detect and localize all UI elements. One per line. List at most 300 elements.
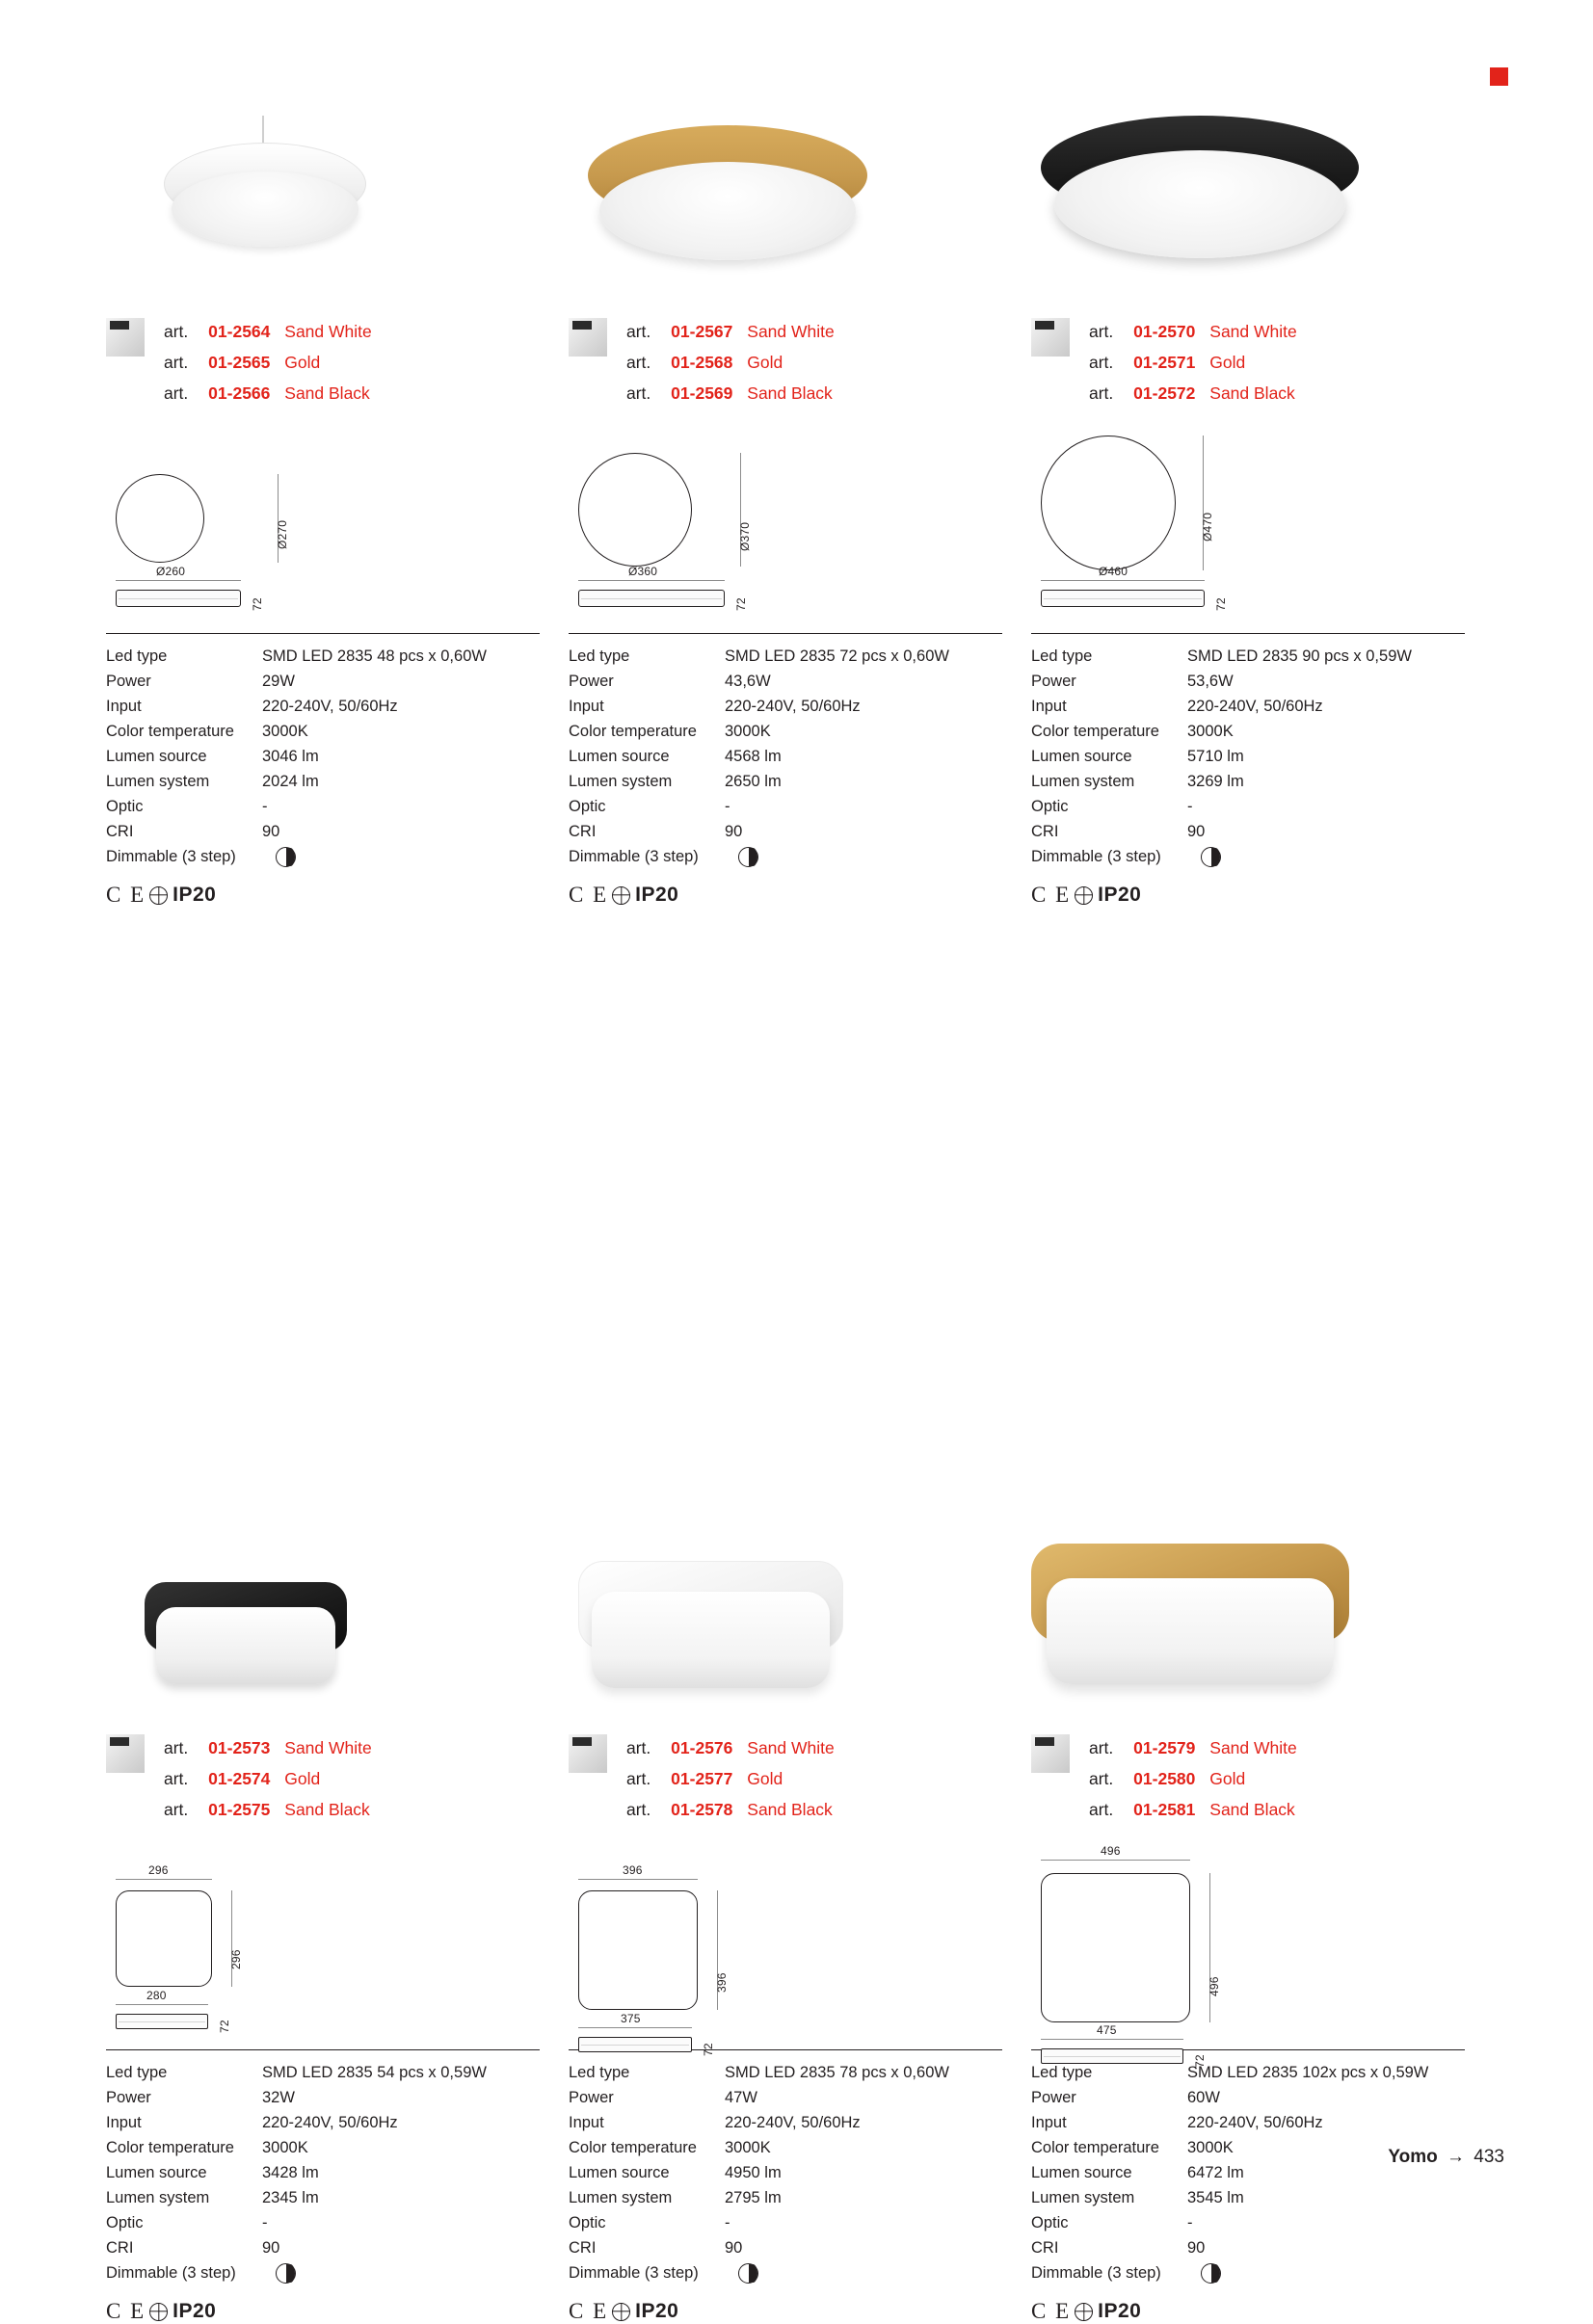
- spec-value: -: [1187, 2214, 1193, 2232]
- product-photo-round-white: [106, 116, 569, 299]
- spec-value: 6472 lm: [1187, 2164, 1244, 2181]
- certification-block: [569, 883, 1002, 908]
- article-label: art.: [164, 322, 189, 341]
- spec-key: Input: [106, 2114, 142, 2131]
- swatch-cap: [110, 321, 129, 330]
- spec-row-cri: [569, 819, 1002, 844]
- spec-row-optic: [569, 2210, 1002, 2235]
- spec-row-input: [1031, 694, 1465, 719]
- article-label: art.: [164, 1769, 189, 1788]
- article-line[interactable]: [1089, 1732, 1297, 1763]
- spec-value: 90: [1187, 2239, 1206, 2257]
- spec-row-power: [1031, 2085, 1465, 2110]
- spec-value: -: [262, 2214, 268, 2232]
- dim-height: 72: [734, 597, 748, 611]
- side-view: [116, 590, 241, 607]
- article-code: 01-2571: [1133, 353, 1196, 372]
- spec-value: 3545 lm: [1187, 2189, 1244, 2206]
- lamp-round-gold-illustration: [588, 125, 867, 260]
- dim-line-horizontal-top: [116, 1879, 212, 1880]
- spec-value: 3000K: [1187, 723, 1234, 740]
- top-view-circle: [116, 474, 204, 563]
- dim-line-vertical: [1209, 1873, 1210, 2022]
- ip-rating: IP20: [173, 2300, 217, 2322]
- article-label: art.: [1089, 383, 1114, 403]
- product-photo-square-gold: [1031, 1532, 1494, 1715]
- spec-key: Color temperature: [106, 2139, 234, 2156]
- spec-value: 4950 lm: [725, 2164, 782, 2181]
- article-line[interactable]: [164, 1732, 372, 1763]
- certification-block: [1031, 883, 1465, 908]
- spec-value: SMD LED 2835 54 pcs x 0,59W: [262, 2064, 487, 2081]
- article-finish: Sand White: [1209, 1738, 1297, 1757]
- spec-row-dimmable: [569, 844, 1002, 869]
- footer-arrow-icon: →: [1447, 2147, 1466, 2167]
- spec-value: 90: [725, 823, 743, 840]
- dim-line-horizontal-top: [1041, 1860, 1190, 1861]
- article-finish: Sand White: [747, 1738, 835, 1757]
- spec-table: [106, 2049, 540, 2324]
- article-label: art.: [626, 1769, 651, 1788]
- article-finish: Sand White: [284, 1738, 372, 1757]
- article-finish: Sand Black: [284, 1800, 370, 1819]
- spec-row-power: [569, 669, 1002, 694]
- spec-row-dimmable: [106, 2260, 540, 2285]
- article-list-block: [106, 316, 569, 409]
- ce-mark: C E: [1031, 2299, 1072, 2323]
- spec-key: Lumen system: [569, 2189, 673, 2206]
- spec-value: 220-240V, 50/60Hz: [1187, 2114, 1323, 2131]
- article-finish: Sand Black: [1209, 383, 1295, 403]
- spec-row-lumen-system: [1031, 769, 1465, 794]
- product-card-01-2573: [106, 1532, 569, 2324]
- spec-key: CRI: [569, 2239, 597, 2257]
- article-line[interactable]: [1089, 1763, 1297, 1794]
- spec-value: SMD LED 2835 78 pcs x 0,60W: [725, 2064, 949, 2081]
- product-card-01-2567: [569, 116, 1031, 908]
- globe-icon: [1075, 2303, 1093, 2321]
- spec-value: 5710 lm: [1187, 748, 1244, 765]
- spec-key: Optic: [1031, 2214, 1069, 2232]
- globe-icon: [612, 2303, 630, 2321]
- article-finish: Sand White: [284, 322, 372, 341]
- top-view-square: [1041, 1873, 1190, 2022]
- dim-height: 72: [251, 597, 264, 611]
- spec-row-input: [569, 2110, 1002, 2135]
- product-card-01-2576: [569, 1532, 1031, 2324]
- article-finish: Sand Black: [284, 383, 370, 403]
- spec-row-optic: [106, 794, 540, 819]
- spec-key: Color temperature: [1031, 2139, 1159, 2156]
- top-view-square: [116, 1890, 212, 1987]
- article-label: art.: [626, 383, 651, 403]
- article-code: 01-2572: [1133, 383, 1196, 403]
- dimmable-icon: [738, 847, 758, 867]
- spec-value: 3000K: [262, 2139, 308, 2156]
- spec-key: Power: [1031, 2089, 1076, 2106]
- spec-row-lumen-system: [569, 769, 1002, 794]
- ce-mark: C E: [106, 2299, 146, 2323]
- top-view-circle: [1041, 436, 1176, 570]
- article-label: art.: [1089, 1769, 1114, 1788]
- spec-value: SMD LED 2835 48 pcs x 0,60W: [262, 647, 487, 665]
- spec-value: 90: [262, 2239, 280, 2257]
- certification-block: [1031, 2299, 1465, 2324]
- spec-key: Lumen source: [1031, 748, 1132, 765]
- finish-swatch: [106, 1734, 145, 1773]
- spec-key: Lumen source: [106, 2164, 207, 2181]
- spec-key: Lumen system: [569, 773, 673, 790]
- side-view: [578, 590, 725, 607]
- ip-rating: IP20: [1098, 884, 1142, 906]
- article-label: art.: [1089, 1738, 1114, 1757]
- lamp-square-gold-illustration: [1031, 1544, 1349, 1688]
- spec-value: 3000K: [725, 723, 771, 740]
- technical-drawing-square-496: [1031, 1844, 1494, 2068]
- spec-value: 220-240V, 50/60Hz: [725, 2114, 861, 2131]
- spec-value: SMD LED 2835 72 pcs x 0,60W: [725, 647, 949, 665]
- finish-swatch: [1031, 318, 1070, 357]
- spec-value: 47W: [725, 2089, 757, 2106]
- article-line[interactable]: [1089, 347, 1297, 378]
- article-line[interactable]: [1089, 1794, 1297, 1825]
- spec-row-led-type: [569, 644, 1002, 669]
- spec-row-lumen-system: [106, 2185, 540, 2210]
- spec-key: Power: [569, 673, 614, 690]
- spec-key: Dimmable (3 step): [569, 848, 699, 865]
- spec-value: -: [725, 798, 730, 815]
- spec-key: Color temperature: [569, 723, 697, 740]
- spec-key: Color temperature: [569, 2139, 697, 2156]
- spec-row-optic: [106, 2210, 540, 2235]
- technical-drawing-square-396: [569, 1852, 1031, 2056]
- spec-key: Dimmable (3 step): [1031, 848, 1161, 865]
- product-card-01-2570: [1031, 116, 1494, 908]
- dimmable-icon: [276, 847, 296, 867]
- dim-height: 72: [218, 2020, 231, 2033]
- spec-key: Color temperature: [1031, 723, 1159, 740]
- spec-row-cct: [1031, 719, 1465, 744]
- spec-key: Optic: [569, 2214, 606, 2232]
- spec-row-led-type: [106, 2060, 540, 2085]
- article-finish: Sand Black: [747, 383, 833, 403]
- spec-value: 3000K: [1187, 2139, 1234, 2156]
- certification-block: [569, 2299, 1002, 2324]
- spec-value: 3000K: [725, 2139, 771, 2156]
- spec-value: 2795 lm: [725, 2189, 782, 2206]
- spec-row-cri: [106, 2235, 540, 2260]
- dim-width: Ø460: [1099, 565, 1128, 578]
- lamp-square-black-illustration: [145, 1582, 347, 1688]
- spec-key: Led type: [1031, 647, 1093, 665]
- dim-top-width: 296: [148, 1863, 169, 1877]
- article-code: 01-2567: [671, 322, 733, 341]
- product-card-01-2564: [106, 116, 569, 908]
- spec-value: 220-240V, 50/60Hz: [262, 2114, 398, 2131]
- article-line[interactable]: [1089, 316, 1297, 347]
- dim-line-horizontal: [116, 2004, 208, 2005]
- spec-row-power: [1031, 669, 1465, 694]
- swatch-cap: [1035, 321, 1054, 330]
- spec-key: Power: [106, 673, 151, 690]
- spec-value: 3000K: [262, 723, 308, 740]
- spec-key: Dimmable (3 step): [1031, 2264, 1161, 2282]
- article-list-block: [106, 1732, 569, 1825]
- spec-key: Led type: [1031, 2064, 1093, 2081]
- article-label: art.: [626, 1738, 651, 1757]
- article-code: 01-2568: [671, 353, 733, 372]
- article-list-block: [1031, 316, 1494, 409]
- dim-line-horizontal: [1041, 2039, 1183, 2040]
- spec-row-power: [569, 2085, 1002, 2110]
- spec-key: Optic: [106, 2214, 144, 2232]
- certification-block: [106, 883, 540, 908]
- lamp-square-white-illustration: [578, 1561, 843, 1691]
- product-photo-round-gold: [569, 116, 1031, 299]
- finish-swatch: [1031, 1734, 1070, 1773]
- spec-row-lumen-system: [569, 2185, 1002, 2210]
- article-finish: Gold: [747, 353, 783, 372]
- spec-row-lumen-source: [106, 744, 540, 769]
- spec-key: Input: [1031, 698, 1067, 715]
- product-card-01-2579: [1031, 1532, 1494, 2324]
- article-line[interactable]: [164, 316, 372, 347]
- article-line[interactable]: [626, 316, 835, 347]
- spec-row-cri: [1031, 819, 1465, 844]
- spec-row-dimmable: [106, 844, 540, 869]
- ip-rating: IP20: [635, 884, 679, 906]
- article-line[interactable]: [626, 1763, 835, 1794]
- page-corner-marker: [1490, 67, 1508, 86]
- spec-key: Dimmable (3 step): [569, 2264, 699, 2282]
- side-view: [578, 2037, 692, 2052]
- dim-side-height: 296: [229, 1949, 243, 1969]
- spec-row-led-type: [106, 644, 540, 669]
- spec-value: 2024 lm: [262, 773, 319, 790]
- dim-height: 72: [702, 2043, 715, 2056]
- spec-row-lumen-source: [569, 744, 1002, 769]
- article-code: 01-2575: [208, 1800, 271, 1819]
- article-line[interactable]: [626, 1732, 835, 1763]
- lamp-round-white-illustration: [164, 143, 366, 247]
- spec-value: 4568 lm: [725, 748, 782, 765]
- spec-key: Power: [106, 2089, 151, 2106]
- side-view: [116, 2014, 208, 2029]
- spec-key: Led type: [569, 2064, 630, 2081]
- spec-row-dimmable: [1031, 844, 1465, 869]
- swatch-cap: [1035, 1737, 1054, 1746]
- article-list-block: [569, 316, 1031, 409]
- technical-drawing-round-470: [1031, 436, 1494, 623]
- spec-key: Power: [569, 2089, 614, 2106]
- finish-swatch: [569, 1734, 607, 1773]
- technical-drawing-round-370: [569, 436, 1031, 623]
- spec-key: Lumen source: [106, 748, 207, 765]
- spec-value: 2345 lm: [262, 2189, 319, 2206]
- article-code: 01-2564: [208, 322, 271, 341]
- spec-table: [569, 633, 1002, 908]
- spec-row-power: [106, 2085, 540, 2110]
- certification-block: [106, 2299, 540, 2324]
- lamp-round-black-illustration: [1041, 116, 1359, 260]
- spec-key: CRI: [569, 823, 597, 840]
- dim-width: Ø360: [628, 565, 658, 578]
- ce-mark: C E: [569, 2299, 609, 2323]
- article-line[interactable]: [164, 378, 372, 409]
- spec-value: 90: [725, 2239, 743, 2257]
- article-finish: Gold: [1209, 353, 1246, 372]
- article-code: 01-2566: [208, 383, 271, 403]
- spec-value: SMD LED 2835 90 pcs x 0,59W: [1187, 647, 1412, 665]
- article-line[interactable]: [626, 347, 835, 378]
- dim-width: Ø260: [156, 565, 186, 578]
- spec-row-optic: [569, 794, 1002, 819]
- ip-rating: IP20: [635, 2300, 679, 2322]
- spec-row-input: [106, 694, 540, 719]
- spec-table: [569, 2049, 1002, 2324]
- article-list-block: [569, 1732, 1031, 1825]
- spec-row-input: [1031, 2110, 1465, 2135]
- article-label: art.: [164, 383, 189, 403]
- article-line[interactable]: [626, 1794, 835, 1825]
- dim-side-height: 496: [1208, 1976, 1221, 1996]
- dim-diameter-top: Ø270: [276, 519, 289, 549]
- product-photo-round-black: [1031, 116, 1494, 299]
- product-photo-square-white: [569, 1532, 1031, 1715]
- spec-key: Led type: [106, 2064, 168, 2081]
- spec-key: Lumen system: [106, 2189, 210, 2206]
- footer-collection-name: Yomo: [1388, 2147, 1438, 2167]
- spec-row-lumen-system: [1031, 2185, 1465, 2210]
- spec-key: Input: [106, 698, 142, 715]
- spec-key: Lumen source: [569, 748, 670, 765]
- spec-value: 53,6W: [1187, 673, 1234, 690]
- spec-row-cri: [1031, 2235, 1465, 2260]
- article-finish: Gold: [747, 1769, 783, 1788]
- top-view-circle: [578, 453, 692, 567]
- spec-row-cct: [106, 2135, 540, 2160]
- globe-icon: [1075, 886, 1093, 905]
- page-footer: [1388, 2147, 1504, 2168]
- article-code: 01-2573: [208, 1738, 271, 1757]
- spec-row-cri: [569, 2235, 1002, 2260]
- ce-mark: C E: [106, 883, 146, 907]
- spec-key: Lumen system: [1031, 773, 1135, 790]
- spec-value: 220-240V, 50/60Hz: [725, 698, 861, 715]
- footer-page-number: 433: [1474, 2147, 1504, 2167]
- spec-value: 3269 lm: [1187, 773, 1244, 790]
- dim-line-horizontal-top: [578, 1879, 698, 1880]
- dim-line-vertical: [231, 1890, 232, 1987]
- article-line[interactable]: [164, 1763, 372, 1794]
- spec-key: CRI: [1031, 823, 1059, 840]
- spec-table: [1031, 633, 1465, 908]
- article-finish: Sand Black: [747, 1800, 833, 1819]
- finish-swatch: [106, 318, 145, 357]
- article-code: 01-2581: [1133, 1800, 1196, 1819]
- article-label: art.: [626, 1800, 651, 1819]
- spec-value: -: [725, 2214, 730, 2232]
- article-code: 01-2574: [208, 1769, 271, 1788]
- spec-row-dimmable: [1031, 2260, 1465, 2285]
- spec-row-lumen-system: [106, 769, 540, 794]
- article-finish: Sand White: [1209, 322, 1297, 341]
- spec-value: 3046 lm: [262, 748, 319, 765]
- swatch-cap: [572, 1737, 592, 1746]
- article-finish: Sand White: [747, 322, 835, 341]
- article-label: art.: [1089, 353, 1114, 372]
- spec-key: Lumen system: [106, 773, 210, 790]
- spec-key: Lumen system: [1031, 2189, 1135, 2206]
- dimmable-icon: [276, 2263, 296, 2284]
- dim-width: 475: [1097, 2023, 1117, 2037]
- globe-icon: [612, 886, 630, 905]
- spec-row-cct: [569, 719, 1002, 744]
- dim-height: 72: [1193, 2054, 1207, 2068]
- article-code: 01-2580: [1133, 1769, 1196, 1788]
- article-finish: Gold: [1209, 1769, 1246, 1788]
- spec-row-cri: [106, 819, 540, 844]
- side-view: [1041, 590, 1205, 607]
- dim-width: 280: [146, 1989, 167, 2002]
- article-code: 01-2577: [671, 1769, 733, 1788]
- article-list-block: [1031, 1732, 1494, 1825]
- article-finish: Sand Black: [1209, 1800, 1295, 1819]
- article-line[interactable]: [1089, 378, 1297, 409]
- spec-row-led-type: [1031, 644, 1465, 669]
- dim-line-vertical: [1203, 436, 1204, 570]
- article-label: art.: [1089, 1800, 1114, 1819]
- dim-line-horizontal: [578, 2027, 692, 2028]
- technical-drawing-round-270: [106, 436, 569, 623]
- dimmable-icon: [1201, 847, 1221, 867]
- article-code: 01-2576: [671, 1738, 733, 1757]
- dim-line-horizontal: [1041, 580, 1205, 581]
- spec-key: Power: [1031, 673, 1076, 690]
- spec-row-power: [106, 669, 540, 694]
- spec-value: 220-240V, 50/60Hz: [1187, 698, 1323, 715]
- article-line[interactable]: [626, 378, 835, 409]
- spec-value: 2650 lm: [725, 773, 782, 790]
- spec-key: Led type: [106, 647, 168, 665]
- article-line[interactable]: [164, 1794, 372, 1825]
- spec-key: Lumen source: [1031, 2164, 1132, 2181]
- swatch-cap: [572, 321, 592, 330]
- spec-key: Lumen source: [569, 2164, 670, 2181]
- dim-height: 72: [1214, 597, 1228, 611]
- spec-value: -: [1187, 798, 1193, 815]
- article-label: art.: [164, 1800, 189, 1819]
- spec-key: Color temperature: [106, 723, 234, 740]
- finish-swatch: [569, 318, 607, 357]
- spec-value: 90: [262, 823, 280, 840]
- article-line[interactable]: [164, 347, 372, 378]
- spec-key: CRI: [106, 823, 134, 840]
- spec-key: Input: [569, 698, 604, 715]
- article-code: 01-2565: [208, 353, 271, 372]
- article-label: art.: [164, 1738, 189, 1757]
- dim-side-height: 396: [715, 1972, 729, 1993]
- dimmable-icon: [738, 2263, 758, 2284]
- ip-rating: IP20: [1098, 2300, 1142, 2322]
- spec-value: 43,6W: [725, 673, 771, 690]
- dim-line-vertical: [278, 474, 279, 563]
- globe-icon: [149, 2303, 168, 2321]
- spec-value: 220-240V, 50/60Hz: [262, 698, 398, 715]
- article-finish: Gold: [284, 1769, 321, 1788]
- spec-row-lumen-source: [1031, 744, 1465, 769]
- article-label: art.: [1089, 322, 1114, 341]
